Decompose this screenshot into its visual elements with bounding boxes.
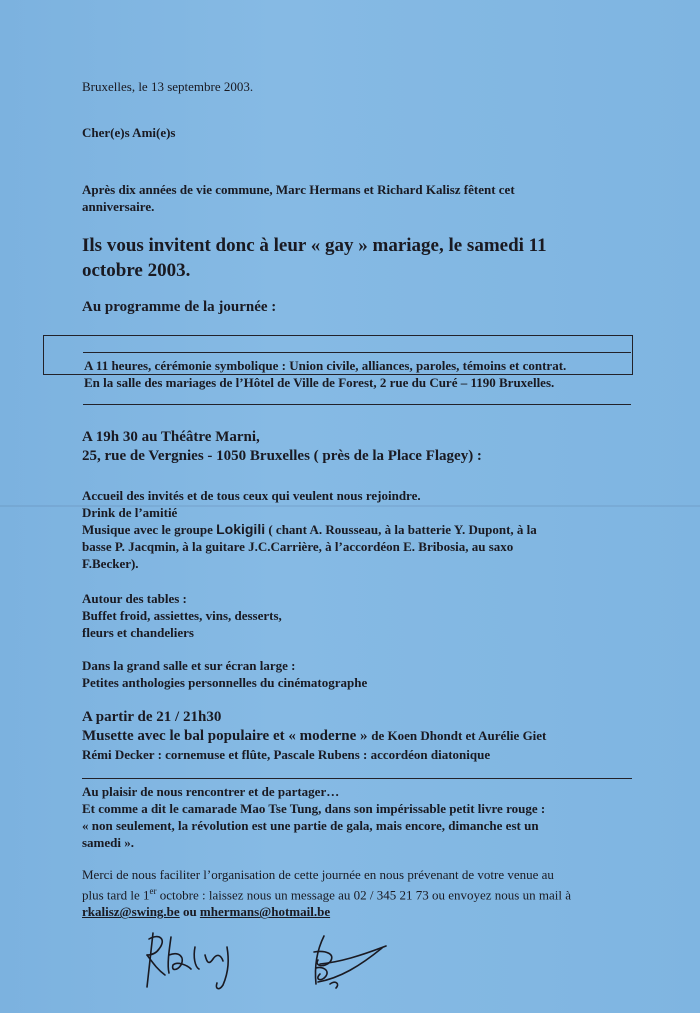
welcome-paragraph — [82, 487, 642, 572]
programme-title — [82, 298, 642, 317]
email-link-rkalisz[interactable]: rkalisz@swing.be — [82, 904, 180, 920]
invitation-line-1: Ils vous invitent donc à leur « gay » mariage, le samedi 11 — [82, 235, 547, 256]
closing-line-4: samedi ». — [82, 835, 134, 850]
welcome-line-5: F.Becker). — [82, 556, 139, 571]
welcome-line-1: Accueil des invités et de tous ceux qui veulent nous rejoindre. — [82, 488, 421, 503]
contact-line-1: Merci de nous faciliter l’organisation de cette journée en nous prévenant de votre venue au — [82, 867, 554, 882]
morning-line-2: En la salle des mariages de l’Hôtel de Ville de Forest, 2 rue du Curé – 1190 Bruxelles. — [84, 375, 555, 390]
signature-left — [135, 925, 245, 995]
tables-line-1: Autour des tables : — [82, 591, 187, 606]
programme-title-text: Au programme de la journée : — [82, 299, 277, 315]
email-link-mhermans[interactable]: mhermans@hotmail.be — [199, 904, 331, 920]
intro-paragraph — [82, 181, 642, 215]
evening-venue — [82, 428, 642, 466]
morning-line-1: A 11 heures, cérémonie symbolique : Union civile, alliances, paroles, témoins et contrat. — [84, 358, 567, 373]
signature-right — [300, 928, 400, 994]
closing-line-3: « non seulement, la révolution est une partie de gala, mais encore, dimanche est un — [82, 818, 539, 833]
morning-top-rule — [83, 352, 631, 353]
band-intro: Musique avec le groupe — [82, 522, 217, 537]
welcome-line-2: Drink de l’amitié — [82, 505, 178, 520]
closing-line-1: Au plaisir de nous rencontrer et de partager… — [82, 784, 340, 799]
invitation-line-2: octobre 2003. — [82, 260, 191, 281]
ball-title: Musette avec le bal populaire et « moderne » — [82, 728, 372, 744]
tables-line-2: Buffet froid, assiettes, vins, desserts, — [82, 608, 282, 623]
band-name: Lokigili — [216, 521, 266, 537]
ball-line-2 — [82, 727, 642, 746]
closing-rule — [82, 778, 632, 779]
contact-line-2 — [82, 883, 652, 903]
intro-line-2: anniversaire. — [82, 199, 155, 214]
closing-paragraph — [82, 783, 652, 851]
intro-line-1: Après dix années de vie commune, Marc Hermans et Richard Kalisz fêtent cet — [82, 182, 515, 197]
welcome-line-3 — [82, 521, 642, 538]
ball-line-3: Rémi Decker : cornemuse et flûte, Pascale Rubens : accordéon diatonique — [82, 747, 491, 762]
email-separator: ou — [179, 904, 200, 920]
ball-performers: de Koen Dhondt et Aurélie Giet — [371, 728, 547, 743]
greeting — [82, 124, 642, 141]
contact-paragraph — [82, 866, 652, 920]
morning-ceremony — [84, 357, 634, 391]
cinema-line-2: Petites anthologies personnelles du cinématographe — [82, 675, 368, 690]
tables-paragraph — [82, 590, 642, 641]
cinema-line-1: Dans la grand salle et sur écran large : — [82, 658, 296, 673]
welcome-line-4: basse P. Jacqmin, à la guitare J.C.Carrière, à l’accordéon E. Bribosia, au saxo — [82, 539, 514, 554]
band-members: ( chant A. Rousseau, à la batterie Y. Dupont, à la — [265, 522, 537, 537]
greeting-text: Cher(e)s Ami(e)s — [82, 125, 176, 140]
ball-paragraph — [82, 708, 642, 763]
contact-deadline: plus tard le 1 — [82, 887, 150, 903]
ball-line-1: A partir de 21 / 21h30 — [82, 709, 222, 725]
invitation-heading — [82, 233, 642, 283]
contact-deadline-sup: er — [149, 886, 157, 896]
contact-phone: octobre : laissez nous un message au 02 / 345 21 73 ou envoyez nous un mail à — [156, 887, 571, 903]
evening-line-2: 25, rue de Vergnies - 1050 Bruxelles ( près de la Place Flagey) : — [82, 448, 482, 464]
cinema-paragraph — [82, 657, 642, 691]
morning-bottom-rule — [83, 404, 631, 405]
date-text: Bruxelles, le 13 septembre 2003. — [82, 79, 254, 94]
contact-line-3 — [82, 903, 652, 920]
date-line — [82, 78, 642, 95]
tables-line-3: fleurs et chandeliers — [82, 625, 194, 640]
closing-line-2: Et comme a dit le camarade Mao Tse Tung, dans son impérissable petit livre rouge : — [82, 801, 546, 816]
evening-line-1: A 19h 30 au Théâtre Marni, — [82, 429, 260, 445]
